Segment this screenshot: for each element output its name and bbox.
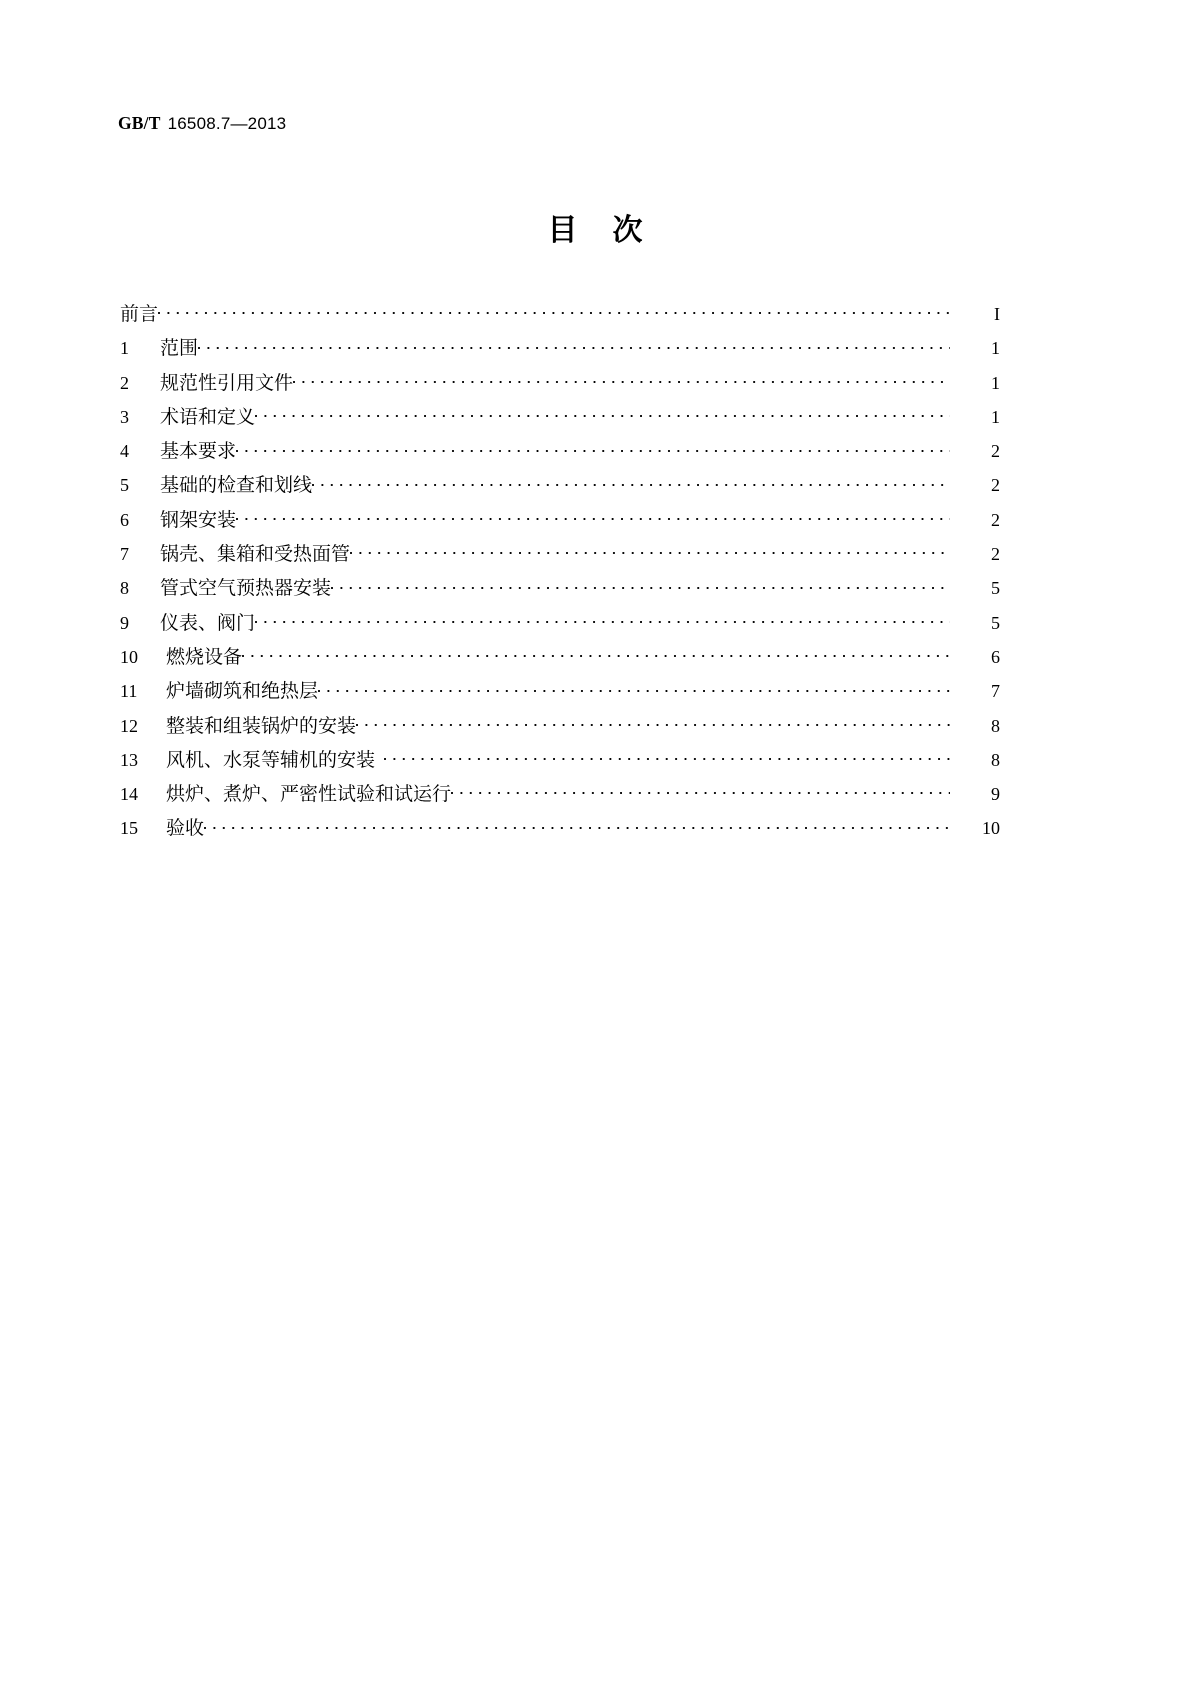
toc-entry-page-number: 2 — [991, 441, 1000, 462]
toc-leader-dots — [236, 438, 950, 457]
toc-entry[interactable] — [120, 811, 1000, 845]
page-title-char-1: 目 — [547, 213, 579, 248]
toc-leader-dots — [158, 301, 950, 320]
toc-entry-label: 术语和定义 — [160, 405, 256, 428]
toc-entry-page-number: 9 — [991, 784, 1000, 805]
toc-entry-number: 14 — [120, 784, 138, 805]
toc-entry-number: 11 — [120, 681, 138, 702]
toc-entry[interactable] — [120, 331, 1000, 365]
toc-entry[interactable] — [120, 468, 1000, 502]
toc-leader-dots — [312, 472, 950, 491]
toc-entry[interactable] — [120, 297, 1000, 331]
toc-entry-number: 10 — [120, 646, 138, 667]
toc-entry-page-number: 10 — [982, 818, 1000, 839]
toc-leader-dots — [384, 747, 950, 766]
toc-entry-page-number: 2 — [991, 509, 1000, 530]
toc-entry-number: 9 — [120, 612, 129, 633]
toc-entry-label: 炉墙砌筑和绝热层 — [166, 680, 319, 703]
toc-entry-label: 规范性引用文件 — [160, 371, 294, 394]
toc-entry-label: 钢架安装 — [160, 508, 237, 531]
toc-entry-number: 8 — [120, 578, 129, 599]
toc-entry[interactable] — [120, 709, 1000, 743]
toc-leader-dots — [242, 644, 950, 663]
toc-entry-label: 验收 — [166, 817, 205, 840]
toc-entry-page-number: 8 — [991, 715, 1000, 736]
toc-entry-number: 7 — [120, 544, 129, 565]
toc-entry-number: 2 — [120, 372, 129, 393]
toc-entry-label: 烘炉、煮炉、严密性试验和试运行 — [166, 783, 452, 806]
toc-entry-number: 1 — [120, 338, 129, 359]
toc-leader-dots — [350, 541, 950, 560]
toc-entry-label: 管式空气预热器安装 — [160, 577, 332, 600]
toc-entry[interactable] — [120, 537, 1000, 571]
toc-entry-page-number: 1 — [991, 338, 1000, 359]
toc-entry-page-number: 1 — [991, 372, 1000, 393]
toc-leader-dots — [293, 370, 950, 389]
toc-entry[interactable] — [120, 640, 1000, 674]
toc-entry-label: 前言 — [120, 303, 159, 325]
toc-entry[interactable] — [120, 571, 1000, 605]
toc-entry-page-number: 5 — [991, 612, 1000, 633]
toc-entry-label: 范围 — [160, 337, 199, 360]
toc-entry-number: 3 — [120, 406, 129, 427]
standard-prefix: GB/T — [118, 113, 161, 133]
toc-entry-label: 基本要求 — [160, 440, 237, 463]
toc-entry-number: 13 — [120, 749, 138, 770]
toc-entry-page-number: 2 — [991, 475, 1000, 496]
toc-entry[interactable] — [120, 366, 1000, 400]
toc-entry-page-number: 1 — [991, 406, 1000, 427]
toc-entry-page-number: 8 — [991, 749, 1000, 770]
toc-leader-dots — [255, 610, 950, 629]
toc-entry[interactable] — [120, 743, 1000, 777]
toc-leader-dots — [255, 404, 950, 423]
standard-number: 16508.7—2013 — [167, 114, 287, 133]
toc-entry-label: 燃烧设备 — [166, 645, 243, 668]
toc-entry-page-number: 6 — [991, 646, 1000, 667]
toc-entry-label: 锅壳、集箱和受热面管 — [160, 543, 351, 566]
toc-entry-number: 15 — [120, 818, 138, 839]
toc-entry-label: 仪表、阀门 — [160, 611, 256, 634]
toc-leader-dots — [204, 815, 950, 834]
toc-entry-label: 整装和组装锅炉的安装 — [166, 714, 357, 737]
toc-entry[interactable] — [120, 777, 1000, 811]
toc-leader-dots — [331, 575, 950, 594]
standard-header — [118, 113, 286, 134]
toc-entry-number: 5 — [120, 475, 129, 496]
toc-entry-number: 6 — [120, 509, 129, 530]
toc-entry-page-number: 2 — [991, 544, 1000, 565]
toc-entry-number: 4 — [120, 441, 129, 462]
toc-entry[interactable] — [120, 674, 1000, 708]
toc-entry-label: 风机、水泵等辅机的安装 — [166, 748, 376, 771]
toc-entry-page-number: 5 — [991, 578, 1000, 599]
toc-leader-dots — [198, 335, 950, 354]
toc-entry-label: 基础的检查和划线 — [160, 474, 313, 497]
toc-entry[interactable] — [120, 503, 1000, 537]
toc-entry-number: 12 — [120, 715, 138, 736]
table-of-contents — [120, 297, 1000, 846]
page-title — [0, 205, 1191, 249]
toc-leader-dots — [318, 678, 950, 697]
toc-leader-dots — [356, 713, 950, 732]
toc-entry[interactable] — [120, 606, 1000, 640]
toc-leader-dots — [451, 781, 950, 800]
toc-entry[interactable] — [120, 400, 1000, 434]
toc-leader-dots — [236, 507, 950, 526]
page-title-char-2: 次 — [612, 213, 644, 248]
toc-entry-page-number: I — [994, 304, 1000, 324]
toc-entry[interactable] — [120, 434, 1000, 468]
toc-entry-page-number: 7 — [991, 681, 1000, 702]
